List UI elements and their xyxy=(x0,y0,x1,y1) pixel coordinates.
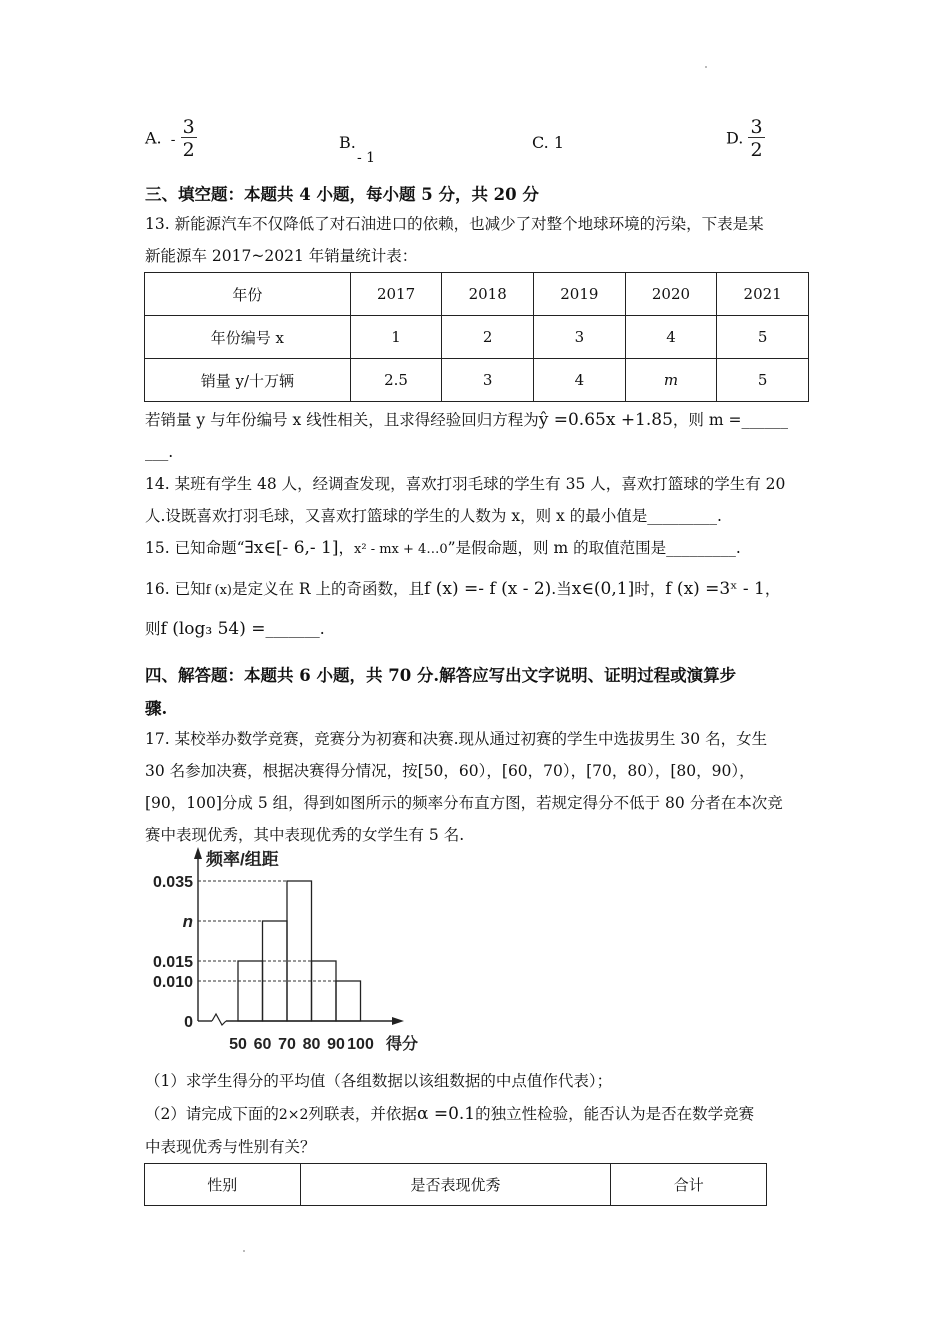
text: 若销量 y 与年份编号 x 线性相关，且求得经验回归方程为 xyxy=(145,411,539,429)
q16-line2 xyxy=(145,619,325,639)
histogram-bar xyxy=(336,981,361,1021)
text: _______. xyxy=(265,620,325,638)
q15-line xyxy=(145,538,741,560)
text: 16. 已知 xyxy=(145,580,206,598)
math-expression: f (log₃ 54) = xyxy=(160,619,266,639)
histogram-bar xyxy=(263,921,288,1021)
table-cell: 2019 xyxy=(534,273,626,316)
table-cell: 2021 xyxy=(717,273,809,316)
y-axis-arrow xyxy=(194,847,202,859)
math-expression: α =0.1 xyxy=(416,1104,476,1124)
fraction xyxy=(181,118,197,160)
option-label: B. xyxy=(339,133,356,152)
y-tick-label: 0.010 xyxy=(152,974,193,991)
table-cell: 2020 xyxy=(625,273,717,316)
q17-sub2-line2: 中表现优秀与性别有关？ xyxy=(145,1138,316,1156)
option-label: A. xyxy=(145,128,162,148)
table-cell: 4 xyxy=(534,359,626,402)
table-cell: m xyxy=(625,359,717,402)
x-axis-label: 得分 xyxy=(386,1036,419,1053)
table-cell: 3 xyxy=(442,359,534,402)
histogram-bar xyxy=(287,881,312,1021)
table-row xyxy=(145,273,809,316)
contingency-table xyxy=(144,1163,767,1206)
text: 是定义在 R 上的奇函数，且 xyxy=(232,580,425,598)
corner-mark xyxy=(705,66,707,68)
q17-line4: 赛中表现优秀，其中表现优秀的女学生有 5 名. xyxy=(145,826,465,844)
text: 时， xyxy=(634,580,666,598)
text: 15. 已知命题“ xyxy=(145,539,245,557)
axis-break-mark xyxy=(212,1014,226,1025)
table-cell: 2.5 xyxy=(350,359,442,402)
option-a xyxy=(145,118,197,160)
option-label: D. xyxy=(726,128,744,148)
table-cell: 5 xyxy=(717,316,809,359)
q17-line3: [90，100]分成 5 组，得到如图所示的频率分布直方图，若规定得分不低于 80 分者在本次竞 xyxy=(145,794,783,812)
q13-line2: 新能源车 2017~2021 年销量统计表： xyxy=(145,247,418,265)
math-condition: ∃x∈[- 6,- 1] xyxy=(244,538,339,558)
fraction-denominator: 2 xyxy=(750,139,763,161)
regression-equation: ŷ =0.65x +1.85 xyxy=(538,410,673,430)
table-cell: 年份编号 x xyxy=(145,316,351,359)
table-cell: 年份 xyxy=(145,273,351,316)
corner-mark xyxy=(243,1250,245,1252)
section-heading: 三、填空题：本题共 4 小题，每小题 5 分，共 20 分 xyxy=(145,185,539,204)
q14-line1: 14. 某班有学生 48 人，经调查发现，喜欢打羽毛球的学生有 35 人，喜欢打篮球的学生有 20 xyxy=(145,475,786,493)
table-cell: 2 xyxy=(442,316,534,359)
text: ， xyxy=(338,539,355,557)
q13-tail: ___. xyxy=(145,443,174,461)
y-tick-label: n xyxy=(182,912,193,931)
q13-regression-line xyxy=(145,410,788,430)
q14-line2: 人.设既喜欢打羽毛球，又喜欢打篮球的学生的人数为 x，则 x 的最小值是_________. xyxy=(145,507,722,525)
math-expression: f (x) xyxy=(205,583,232,598)
math-expression: f (x) =- f (x - 2) xyxy=(424,579,552,599)
math-expression: 2×2 xyxy=(278,1107,309,1123)
x-axis-arrow xyxy=(392,1017,404,1025)
text: 的独立性检验，能否认为是否在数学竞赛 xyxy=(475,1105,755,1123)
option-label: C. xyxy=(532,133,549,152)
text: ”是假命题，则 m 的取值范围是_________. xyxy=(447,539,741,557)
math-condition: x² - mx + 4…0 xyxy=(354,542,448,557)
option-b xyxy=(339,133,376,166)
sales-table xyxy=(144,272,809,402)
q13-line1: 13. 新能源汽车不仅降低了对石油进口的依赖，也减少了对整个地球环境的污染，下表是某 xyxy=(145,215,764,233)
fraction-denominator: 2 xyxy=(182,139,195,161)
section-heading: 四、解答题：本题共 6 小题，共 70 分.解答应写出文字说明、证明过程或演算步 xyxy=(145,666,737,685)
x-tick-label: 90 xyxy=(327,1036,345,1053)
option-c xyxy=(532,133,564,152)
table-row xyxy=(145,1164,767,1206)
fraction xyxy=(748,118,764,160)
option-value: 1 xyxy=(553,133,565,152)
option-value: - 1 xyxy=(356,150,376,166)
table-cell: 1 xyxy=(350,316,442,359)
minus-sign: - xyxy=(170,131,176,148)
x-tick-label: 60 xyxy=(253,1036,272,1053)
fraction-numerator: 3 xyxy=(182,116,195,138)
table-cell: 销量 y/十万辆 xyxy=(145,359,351,402)
text: .当 xyxy=(551,580,572,598)
text: （2）请完成下面的 xyxy=(145,1105,279,1123)
text: 则 xyxy=(145,620,161,638)
table-row xyxy=(145,316,809,359)
table-header-cell: 合计 xyxy=(611,1164,767,1206)
q17-sub2 xyxy=(145,1104,754,1125)
x-tick-label: 80 xyxy=(302,1036,321,1053)
histogram-bar xyxy=(312,961,337,1021)
y-tick-label: 0.015 xyxy=(152,954,193,971)
y-axis-label: 频率/组距 xyxy=(206,850,279,869)
math-expression: f (x) =3ˣ - 1 xyxy=(665,579,765,599)
text: ，则 m =______ xyxy=(672,411,788,429)
q16-line1 xyxy=(145,579,780,601)
frequency-histogram xyxy=(140,845,440,1065)
text: ， xyxy=(764,580,781,598)
option-d xyxy=(726,118,765,160)
histogram-bar xyxy=(238,961,263,1021)
y-tick-label: 0.035 xyxy=(152,874,193,891)
x-tick-label: 100 xyxy=(347,1036,374,1053)
table-cell: 4 xyxy=(625,316,717,359)
section-heading-cont: 骤. xyxy=(145,699,168,718)
text: 列联表，并依据 xyxy=(308,1105,417,1123)
q17-sub1: （1）求学生得分的平均值（各组数据以该组数据的中点值作代表）； xyxy=(145,1072,613,1090)
table-row xyxy=(145,359,809,402)
table-cell: 2018 xyxy=(442,273,534,316)
q17-line2: 30 名参加决赛，根据决赛得分情况，按[50，60），[60，70），[70，80），[80，90）， xyxy=(145,762,755,780)
table-header-cell: 性别 xyxy=(145,1164,301,1206)
y-tick-label: 0 xyxy=(184,1014,193,1031)
q17-line1: 17. 某校举办数学竞赛，竞赛分为初赛和决赛.现从通过初赛的学生中选拔男生 30 名，女生 xyxy=(145,730,768,748)
table-cell: 3 xyxy=(534,316,626,359)
fraction-numerator: 3 xyxy=(750,116,763,138)
table-cell: 2017 xyxy=(350,273,442,316)
table-header-cell: 是否表现优秀 xyxy=(300,1164,611,1206)
math-expression: x∈(0,1] xyxy=(571,579,635,599)
x-tick-label: 50 xyxy=(229,1036,247,1053)
table-cell: 5 xyxy=(717,359,809,402)
x-tick-label: 70 xyxy=(278,1036,296,1053)
